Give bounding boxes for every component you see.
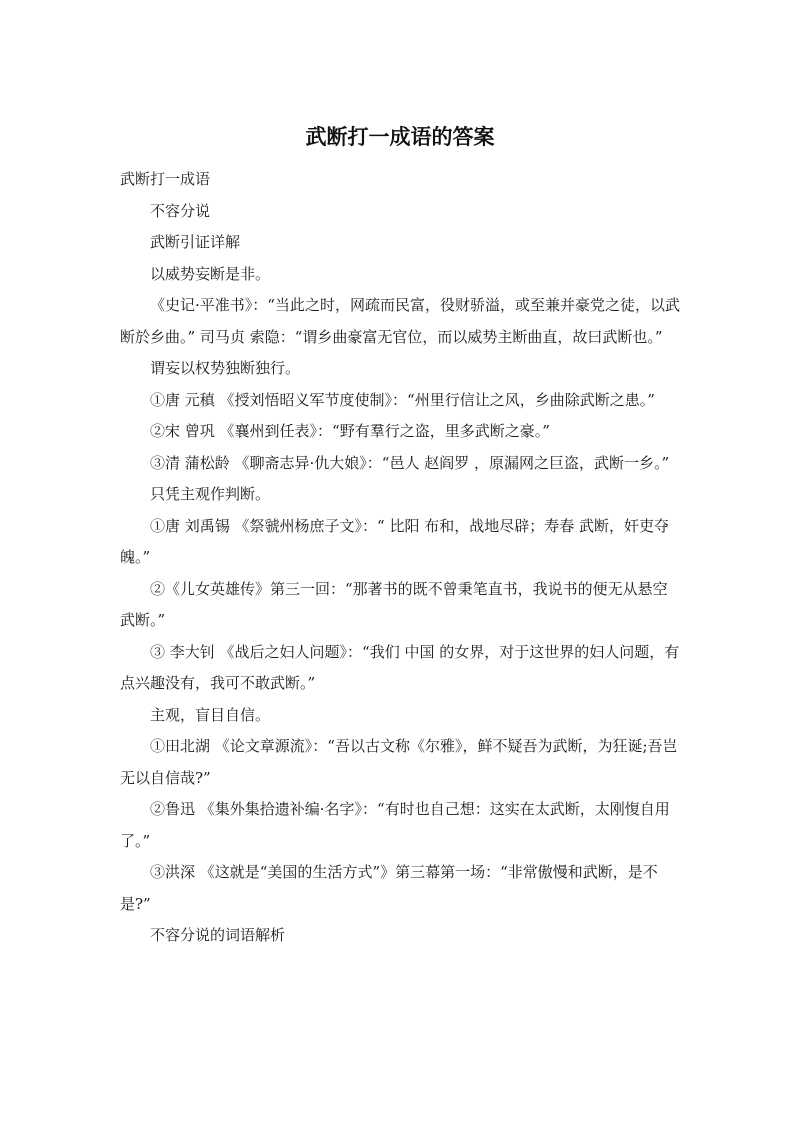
paragraph: ②宋 曾巩 《襄州到任表》：“野有羣行之盗，里多武断之豪。”	[150, 422, 550, 440]
paragraph: ②《儿女英雄传》第三一回：“那著书的既不曾秉笔直书，我说书的便无从悬空武断。”	[120, 579, 668, 629]
paragraph: ②鲁迅 《集外集拾遗补编·名字》：“有时也自己想：这实在太武断，太刚愎自用了。”	[120, 800, 670, 850]
paragraph: 不容分说	[150, 201, 211, 220]
paragraph: ③ 李大钊 《战后之妇人问题》：“我们 中国 的女界，对于这世界的妇人问题，有点兴趣没有，我可不敢武断。”	[120, 642, 680, 692]
paragraph: ①唐 刘禹锡 《祭虢州杨庶子文》：“ 比阳 布和，战地尽辟；寿春 武断，奸吏夺魄。”	[120, 516, 670, 566]
paragraph: 武断打一成语	[120, 170, 211, 188]
paragraph: ③洪深 《这就是“美国的生活方式”》第三幕第一场：“非常傲慢和武断，是不是?”	[120, 863, 658, 913]
paragraph: ①唐 元稹 《授刘悟昭义军节度使制》：“州里行信让之风，乡曲除武断之患。”	[150, 390, 655, 409]
paragraph: 《史记·平准书》：“当此之时，网疏而民富，役财骄溢，或至兼并豪党之徒，以武断於乡曲。” 司马贞 索隐：“谓乡曲豪富无官位，而以威势主断曲直，故曰武断也。”	[120, 296, 680, 346]
paragraph: 主观，盲目自信。	[150, 705, 271, 724]
document-body	[120, 164, 680, 952]
paragraph: ③清 蒲松龄 《聊斋志异·仇大娘》：“邑人 赵阎罗 ，原漏网之巨盗，武断一乡。”	[150, 453, 670, 472]
paragraph: 谓妄以权势独断独行。	[150, 359, 301, 377]
paragraph: ①田北湖 《论文章源流》：“吾以古文称《尔雅》，鲜不疑吾为武断，为狂诞;吾岂无以自信哉?”	[120, 737, 678, 787]
paragraph: 以威势妄断是非。	[150, 264, 271, 283]
paragraph: 只凭主观作判断。	[150, 485, 271, 503]
document-title: 武断打一成语的答案	[305, 125, 495, 149]
paragraph: 武断引证详解	[150, 233, 241, 251]
paragraph: 不容分说的词语解析	[150, 926, 286, 944]
